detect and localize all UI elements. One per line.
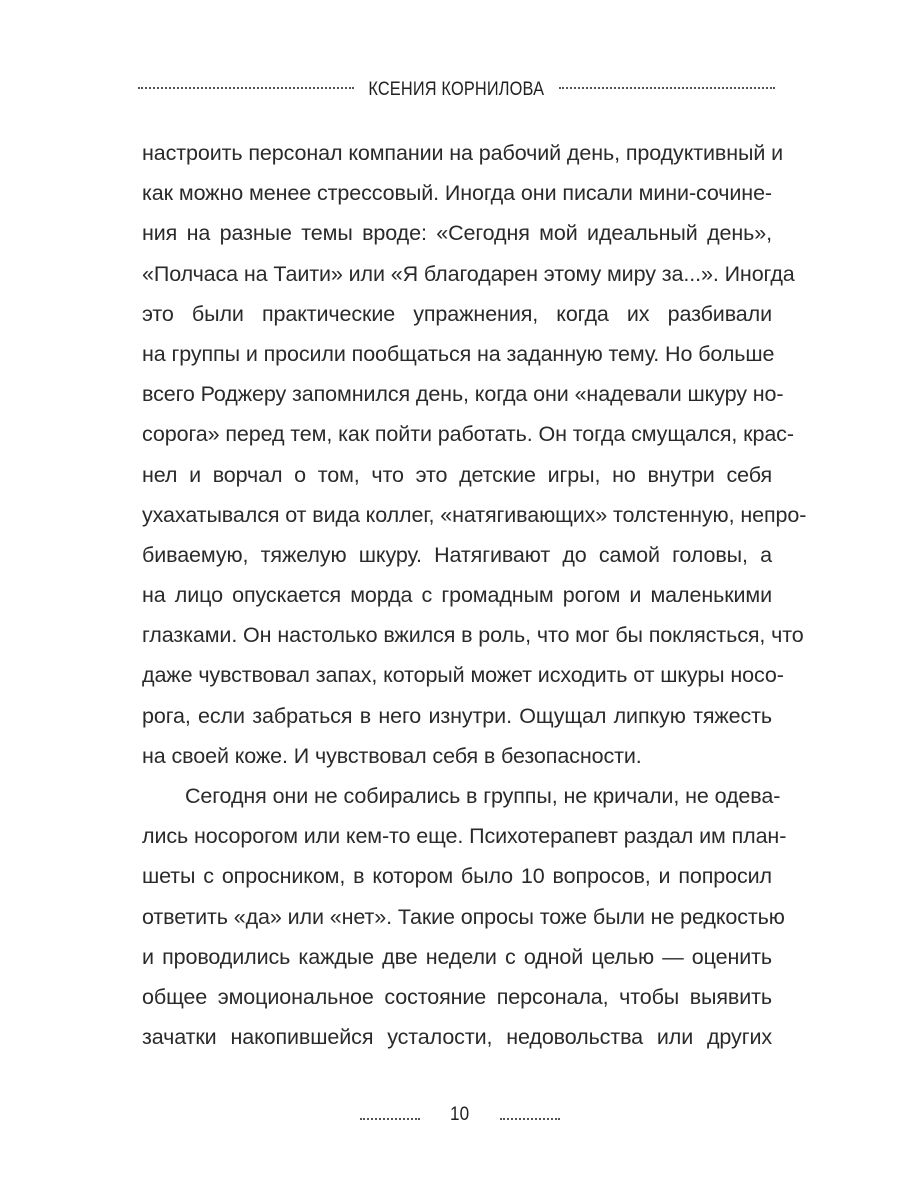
page-number: 10	[450, 1104, 470, 1125]
text-line: лись носорогом или кем-то еще. Психотерапевт раздал им план-	[142, 824, 787, 849]
text-line: даже чувствовал запах, который может исходить от шкуры носо-	[142, 663, 784, 688]
footer-dotted-rule-left	[360, 1118, 420, 1120]
footer-dotted-rule-right	[500, 1118, 560, 1120]
text-line: ния на разные темы вроде: «Сегодня мой идеальный день»,	[142, 221, 772, 246]
header-dotted-rule-right	[559, 87, 775, 89]
text-line: ответить «да» или «нет». Такие опросы тоже были не редкостью	[142, 904, 785, 929]
text-line: шеты с опросником, в котором было 10 вопросов, и попросил	[142, 864, 772, 889]
paragraph	[142, 776, 787, 1057]
header-author-name: КСЕНИЯ КОРНИЛОВА	[368, 79, 545, 100]
text-line: Сегодня они не собирались в группы, не кричали, не одева-	[185, 784, 781, 808]
text-line: глазками. Он настолько вжился в роль, что мог бы поклясться, что	[142, 623, 804, 648]
text-line: рога, если забраться в него изнутри. Ощущал липкую тяжесть	[142, 703, 772, 728]
text-line: сорога» перед тем, как пойти работать. Он тогда смущался, крас-	[142, 422, 794, 447]
text-line: биваемую, тяжелую шкуру. Натягивают до самой головы, а	[142, 542, 772, 567]
text-line: как можно менее стрессовый. Иногда они писали мини-сочине-	[142, 181, 772, 206]
running-header	[138, 68, 775, 108]
page-footer	[360, 1100, 560, 1130]
text-line: всего Роджеру запомнился день, когда они «надевали шкуру но-	[142, 382, 784, 407]
text-line: общее эмоциональное состояние персонала, чтобы выявить	[142, 984, 772, 1009]
text-line: зачатки накопившейся усталости, недовольства или других	[142, 1025, 772, 1050]
text-line: ухахатывался от вида коллег, «натягивающих» толстенную, непро-	[142, 502, 807, 527]
paragraph	[142, 133, 807, 776]
text-line: и проводились каждые две недели с одной целью — оценить	[142, 944, 772, 969]
text-line: настроить персонал компании на рабочий день, продуктивный и	[142, 141, 784, 165]
text-line: «Полчаса на Таити» или «Я благодарен этому миру за...». Иногда	[142, 261, 795, 286]
text-line: на своей коже. И чувствовал себя в безопасности.	[142, 743, 642, 768]
header-dotted-rule-left	[138, 87, 354, 89]
page-body	[142, 133, 807, 1057]
text-line: нел и ворчал о том, что это детские игры, но внутри себя	[142, 462, 772, 487]
text-line: на группы и просили пообщаться на заданную тему. Но больше	[142, 341, 775, 366]
text-line: на лицо опускается морда с громадным рогом и маленькими	[142, 583, 772, 608]
text-line: это были практические упражнения, когда их разбивали	[142, 301, 772, 326]
